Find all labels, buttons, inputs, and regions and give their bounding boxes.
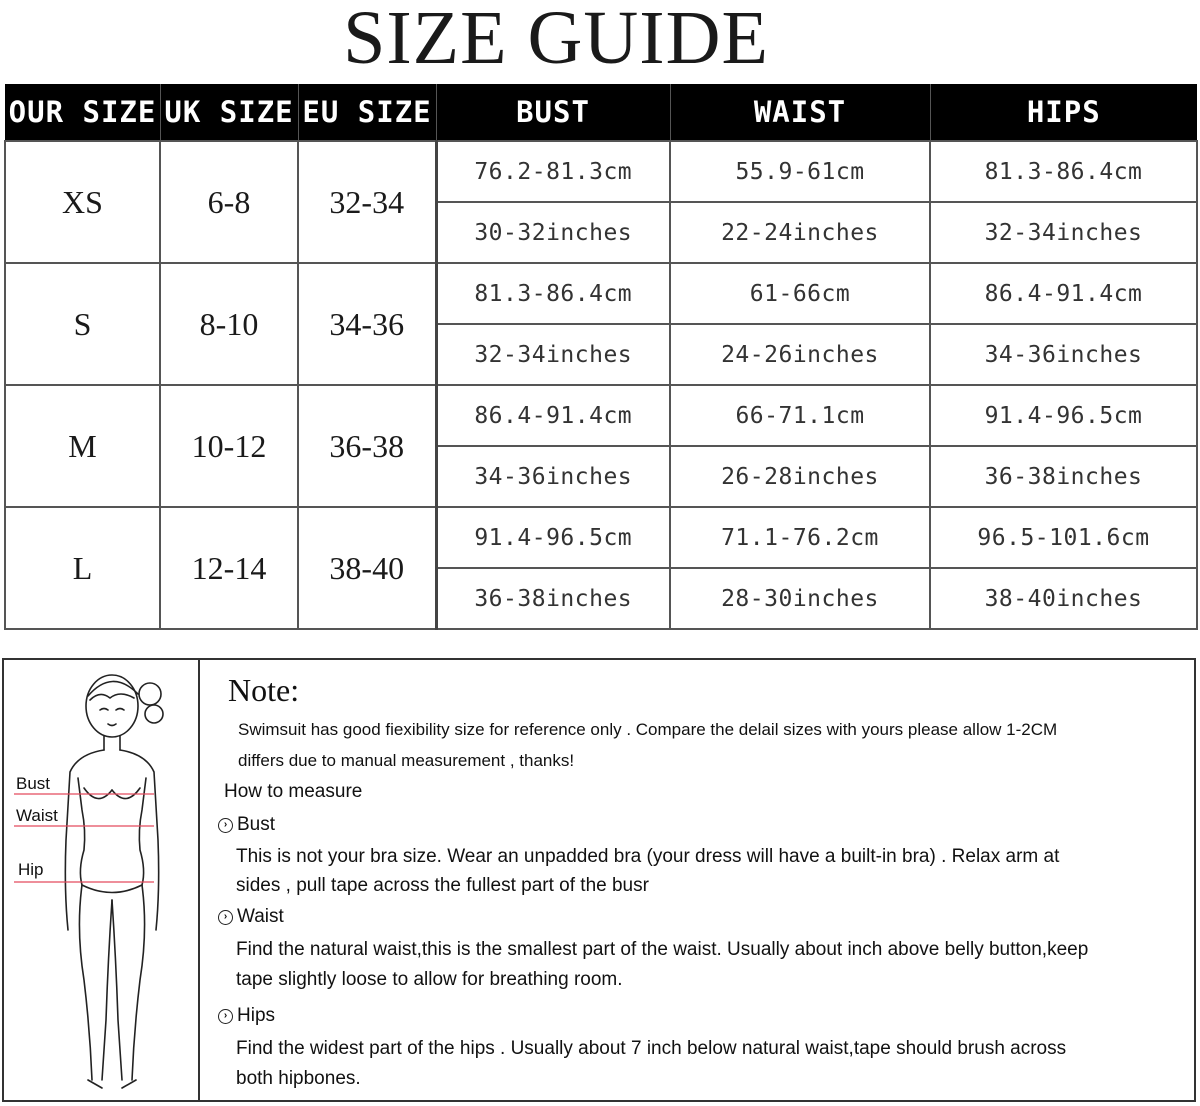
bust-inches-cell: 34-36inches — [436, 446, 670, 507]
waist-inches-cell: 22-24inches — [670, 202, 930, 263]
bust-cm-cell: 91.4-96.5cm — [436, 507, 670, 568]
waist-inches-cell: 26-28inches — [670, 446, 930, 507]
header-eu-size: EU SIZE — [298, 84, 436, 141]
our-size-cell: M — [5, 385, 160, 507]
waist-section-title: Waist — [237, 906, 284, 927]
waist-section-heading — [218, 906, 284, 928]
table-row — [5, 141, 1197, 202]
hips-cm-cell: 91.4-96.5cm — [930, 385, 1197, 446]
waist-cm-cell: 61-66cm — [670, 263, 930, 324]
our-size-cell: XS — [5, 141, 160, 263]
size-table — [4, 84, 1198, 630]
uk-size-cell: 10-12 — [160, 385, 298, 507]
our-size-cell: S — [5, 263, 160, 385]
bust-instruction-line-1: This is not your bra size. Wear an unpadded bra (your dress will have a built-in bra) . Relax arm at — [236, 846, 1060, 867]
hips-cm-cell: 86.4-91.4cm — [930, 263, 1197, 324]
eu-size-cell: 38-40 — [298, 507, 436, 629]
uk-size-cell: 6-8 — [160, 141, 298, 263]
bust-inches-cell: 36-38inches — [436, 568, 670, 629]
waist-cm-cell: 71.1-76.2cm — [670, 507, 930, 568]
eu-size-cell: 34-36 — [298, 263, 436, 385]
hips-inches-cell: 32-34inches — [930, 202, 1197, 263]
header-bust: BUST — [436, 84, 670, 141]
how-to-measure-heading: How to measure — [224, 781, 363, 802]
hip-label: Hip — [18, 860, 44, 879]
bust-instruction-line-2: sides , pull tape across the fullest part of the busr — [236, 875, 649, 896]
uk-size-cell: 12-14 — [160, 507, 298, 629]
eu-size-cell: 36-38 — [298, 385, 436, 507]
waist-inches-cell: 28-30inches — [670, 568, 930, 629]
bust-cm-cell: 86.4-91.4cm — [436, 385, 670, 446]
bust-inches-cell: 32-34inches — [436, 324, 670, 385]
circle-arrow-icon: › — [218, 818, 233, 833]
waist-label: Waist — [16, 806, 58, 825]
hips-instruction-line-2: both hipbones. — [236, 1068, 361, 1089]
note-text-panel — [200, 660, 1194, 1100]
bust-section-heading — [218, 814, 275, 836]
hips-section-title: Hips — [237, 1005, 276, 1026]
note-line-1: Swimsuit has good fiexibility size for reference only . Compare the delail sizes with yours please allow 1-2CM — [238, 720, 1058, 739]
hips-inches-cell: 34-36inches — [930, 324, 1197, 385]
header-our-size: OUR SIZE — [5, 84, 160, 141]
uk-size-cell: 8-10 — [160, 263, 298, 385]
body-figure-illustration — [4, 660, 198, 1100]
our-size-cell: L — [5, 507, 160, 629]
waist-cm-cell: 55.9-61cm — [670, 141, 930, 202]
circle-arrow-icon: › — [218, 1009, 233, 1024]
table-row — [5, 385, 1197, 446]
circle-arrow-icon: › — [218, 910, 233, 925]
table-header-row — [5, 84, 1197, 141]
hips-inches-cell: 38-40inches — [930, 568, 1197, 629]
hips-cm-cell: 96.5-101.6cm — [930, 507, 1197, 568]
hips-cm-cell: 81.3-86.4cm — [930, 141, 1197, 202]
hips-instruction-line-1: Find the widest part of the hips . Usually about 7 inch below natural waist,tape should brush across — [236, 1038, 1067, 1059]
hips-section-heading — [218, 1005, 275, 1027]
table-row — [5, 263, 1197, 324]
table-row — [5, 507, 1197, 568]
bust-inches-cell: 30-32inches — [436, 202, 670, 263]
note-line-2: differs due to manual measurement , thanks! — [238, 751, 575, 770]
bust-cm-cell: 76.2-81.3cm — [436, 141, 670, 202]
note-heading: Note: — [228, 672, 300, 708]
header-waist: WAIST — [670, 84, 930, 141]
bust-label: Bust — [16, 774, 51, 793]
bust-section-title: Bust — [237, 814, 276, 835]
body-figure-panel — [4, 660, 200, 1100]
note-box — [2, 658, 1196, 1102]
eu-size-cell: 32-34 — [298, 141, 436, 263]
bust-cm-cell: 81.3-86.4cm — [436, 263, 670, 324]
waist-inches-cell: 24-26inches — [670, 324, 930, 385]
header-hips: HIPS — [930, 84, 1197, 141]
waist-cm-cell: 66-71.1cm — [670, 385, 930, 446]
hips-inches-cell: 36-38inches — [930, 446, 1197, 507]
waist-instruction-line-1: Find the natural waist,this is the smallest part of the waist. Usually about inch above belly button,keep — [236, 939, 1089, 960]
page-title: SIZE GUIDE — [343, 0, 769, 80]
header-uk-size: UK SIZE — [160, 84, 298, 141]
waist-instruction-line-2: tape slightly loose to allow for breathing room. — [236, 969, 623, 990]
